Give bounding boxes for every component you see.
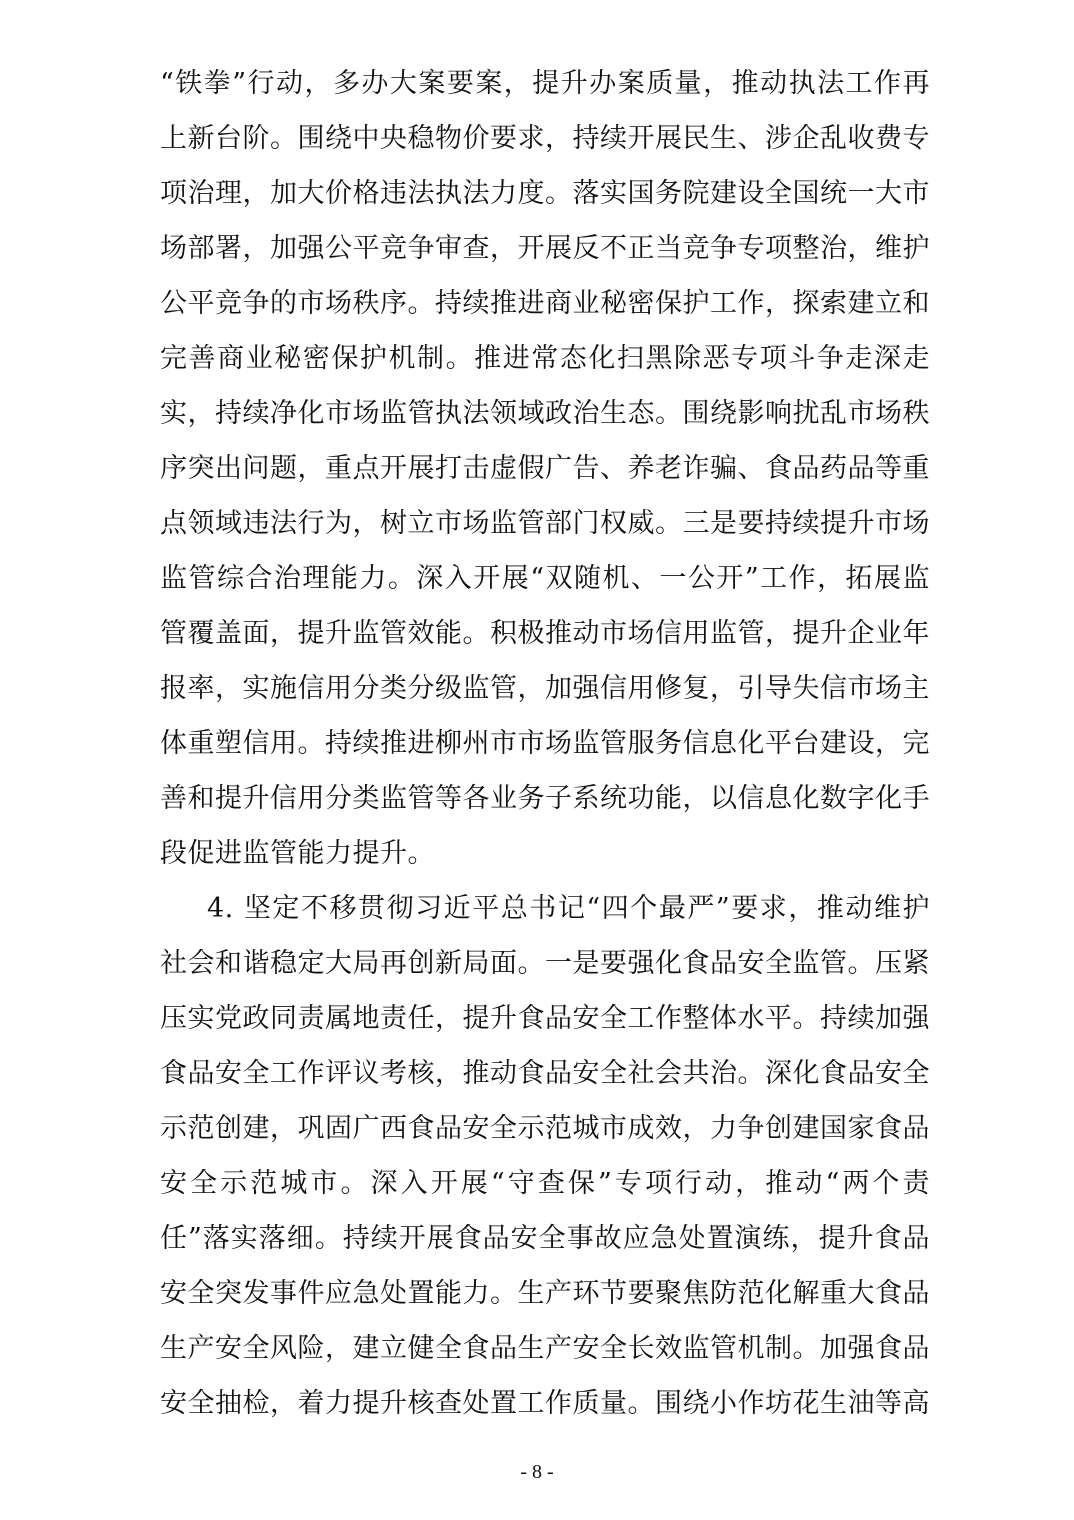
text-line: 监管综合治理能力。深入开展“双随机、一公开”工作，拓展监 [160, 563, 930, 594]
text-line: 社会和谐稳定大局再创新局面。一是要强化食品安全监管。压紧 [160, 948, 930, 979]
text-line: 生产安全风险，建立健全食品生产安全长效监管机制。加强食品 [160, 1333, 930, 1364]
text-line: 示范创建，巩固广西食品安全示范城市成效，力争创建国家食品 [160, 1113, 930, 1144]
text-line: 管覆盖面，提升监管效能。积极推动市场信用监管，提升企业年 [160, 618, 930, 649]
text-line: 段促进监管能力提升。 [160, 838, 435, 869]
text-line: 任”落实落细。持续开展食品安全事故应急处置演练，提升食品 [160, 1223, 930, 1254]
text-line: 完善商业秘密保护机制。推进常态化扫黑除恶专项斗争走深走 [160, 343, 930, 374]
text-line: “铁拳”行动，多办大案要案，提升办案质量，推动执法工作再 [160, 68, 930, 99]
text-line: 实，持续净化市场监管执法领域政治生态。围绕影响扰乱市场秩 [160, 398, 930, 429]
page-number: - 8 - [520, 1461, 554, 1483]
text-line: 体重塑信用。持续推进柳州市市场监管服务信息化平台建设，完 [160, 728, 930, 759]
text-line: 序突出问题，重点开展打击虚假广告、养老诈骗、食品药品等重 [160, 453, 930, 484]
text-line: 安全突发事件应急处置能力。生产环节要聚焦防范化解重大食品 [160, 1278, 930, 1309]
text-line: 点领域违法行为，树立市场监管部门权威。三是要持续提升市场 [160, 508, 930, 539]
text-line: 食品安全工作评议考核，推动食品安全社会共治。深化食品安全 [160, 1058, 930, 1089]
text-line: 善和提升信用分类监管等各业务子系统功能，以信息化数字化手 [160, 783, 930, 814]
text-line: 项治理，加大价格违法执法力度。落实国务院建设全国统一大市 [160, 178, 930, 209]
text-line: 报率，实施信用分类分级监管，加强信用修复，引导失信市场主 [160, 673, 930, 704]
text-line: 安全抽检，着力提升核查处置工作质量。围绕小作坊花生油等高 [160, 1388, 930, 1419]
text-line: 安全示范城市。深入开展“守查保”专项行动，推动“两个责 [160, 1168, 930, 1199]
text-line: 压实党政同责属地责任，提升食品安全工作整体水平。持续加强 [160, 1003, 930, 1034]
text-line: 上新台阶。围绕中央稳物价要求，持续开展民生、涉企乱收费专 [160, 123, 930, 154]
text-line: 场部署，加强公平竞争审查，开展反不正当竞争专项整治，维护 [160, 233, 930, 264]
section-heading-line: 4. 坚定不移贯彻习近平总书记“四个最严”要求，推动维护 [207, 893, 930, 924]
text-line: 公平竞争的市场秩序。持续推进商业秘密保护工作，探索建立和 [160, 288, 930, 319]
